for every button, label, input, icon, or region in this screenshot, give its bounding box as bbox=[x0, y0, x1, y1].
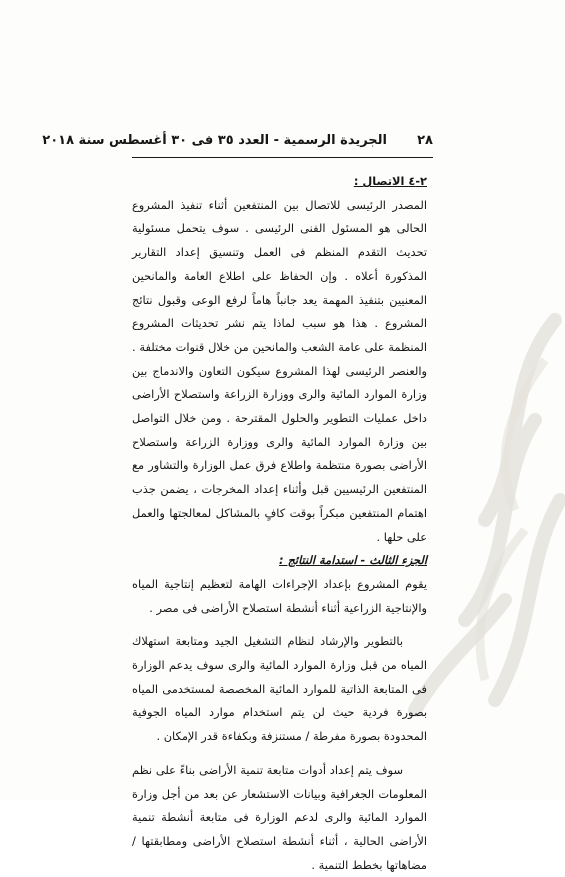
paragraph-gap bbox=[132, 749, 427, 759]
part-three-heading: الجزء الثالث - استدامة النتائج : bbox=[279, 553, 427, 568]
sustainability-paragraph-1: يقوم المشروع بإعداد الإجراءات الهامة لتعظيم إنتاجية المياه والإنتاجية الزراعية أثناء أنشطة استصلاح الأراضى فى مصر . bbox=[132, 576, 427, 615]
section-heading-communication: ٢-٤ الاتصال : bbox=[353, 174, 427, 188]
sustainability-paragraph-3: سوف يتم إعداد أدوات متابعة تنمية الأراضى بناءً على نظم المعلومات الجغرافية وبيانات الاستشعار عن بعد من أجل وزارة الموارد المائية والرى لدعم الوزارة فى متابعة أنشطة تنمية الأراضى الحالية ، أثناء أنشطة استصلاح الأراضى ومطابقتها / مضاهاتها بخطط التنمية . bbox=[132, 762, 427, 872]
gazette-title: الجريدة الرسمية - العدد ٣٥ فى ٣٠ أغسطس سنة ٢٠١٨ bbox=[42, 133, 387, 148]
page-number: ٢٨ bbox=[417, 133, 433, 148]
communication-paragraph: المصدر الرئيسى للاتصال بين المنتفعين أثناء تنفيذ المشروع الحالى هو المسئول الفنى الرئيسى . سوف يتحمل مسئولية تحديث التقدم المنظم فى العمل وتنسيق إعداد التقارير المذكورة أعلاه . وإن الحفاظ على اطلاع العامة والمانحين المعنيين بتنفيذ المهمة يعد جانباً هاماً لرفع الوعى وقبول نتائج المشروع . هذا هو سبب لماذا يتم نشر تحديثات المشروع المنظمة على عامة الشعب والمانحين من خلال قنوات مختلفة . والعنصر الرئيسى لهذا المشروع سيكون التعاون والاندماج بين وزارة الموارد المائية والرى ووزارة الزراعة واستصلاح الأراضى داخل عمليات التطوير والحلول المقترحة . ومن خلال التواصل بين وزارة الموارد المائية والرى ووزارة الزراعة واستصلاح الأراضى بصورة منتظمة واطلاع فرق عمل الوزارة والتشاور مع المنتفعين الرئيسيين قبل وأثناء إعداد المخرجات ، يضمن جذب اهتمام المنتفعين مبكراً بوقت كافٍ بالمشاكل لمعالجتها والعمل على حلها . bbox=[132, 197, 427, 544]
document-body bbox=[132, 170, 427, 877]
paragraph-gap bbox=[132, 620, 427, 630]
sustainability-paragraph-2: بالتطوير والإرشاد لنظام التشغيل الجيد ومتابعة استهلاك المياه من قبل وزارة الموارد المائية والرى سوف يدعم الوزارة فى المتابعة الذاتية للموارد المائية المخصصة لمستخدمى المياه بصورة فردية حيث لن يتم استخدام موارد المياه الجوفية المحدودة بصورة مفرطة / مستنزفة وبكفاءة قدر الإمكان . bbox=[132, 634, 427, 744]
header-divider bbox=[132, 157, 433, 158]
page-header bbox=[42, 131, 433, 151]
